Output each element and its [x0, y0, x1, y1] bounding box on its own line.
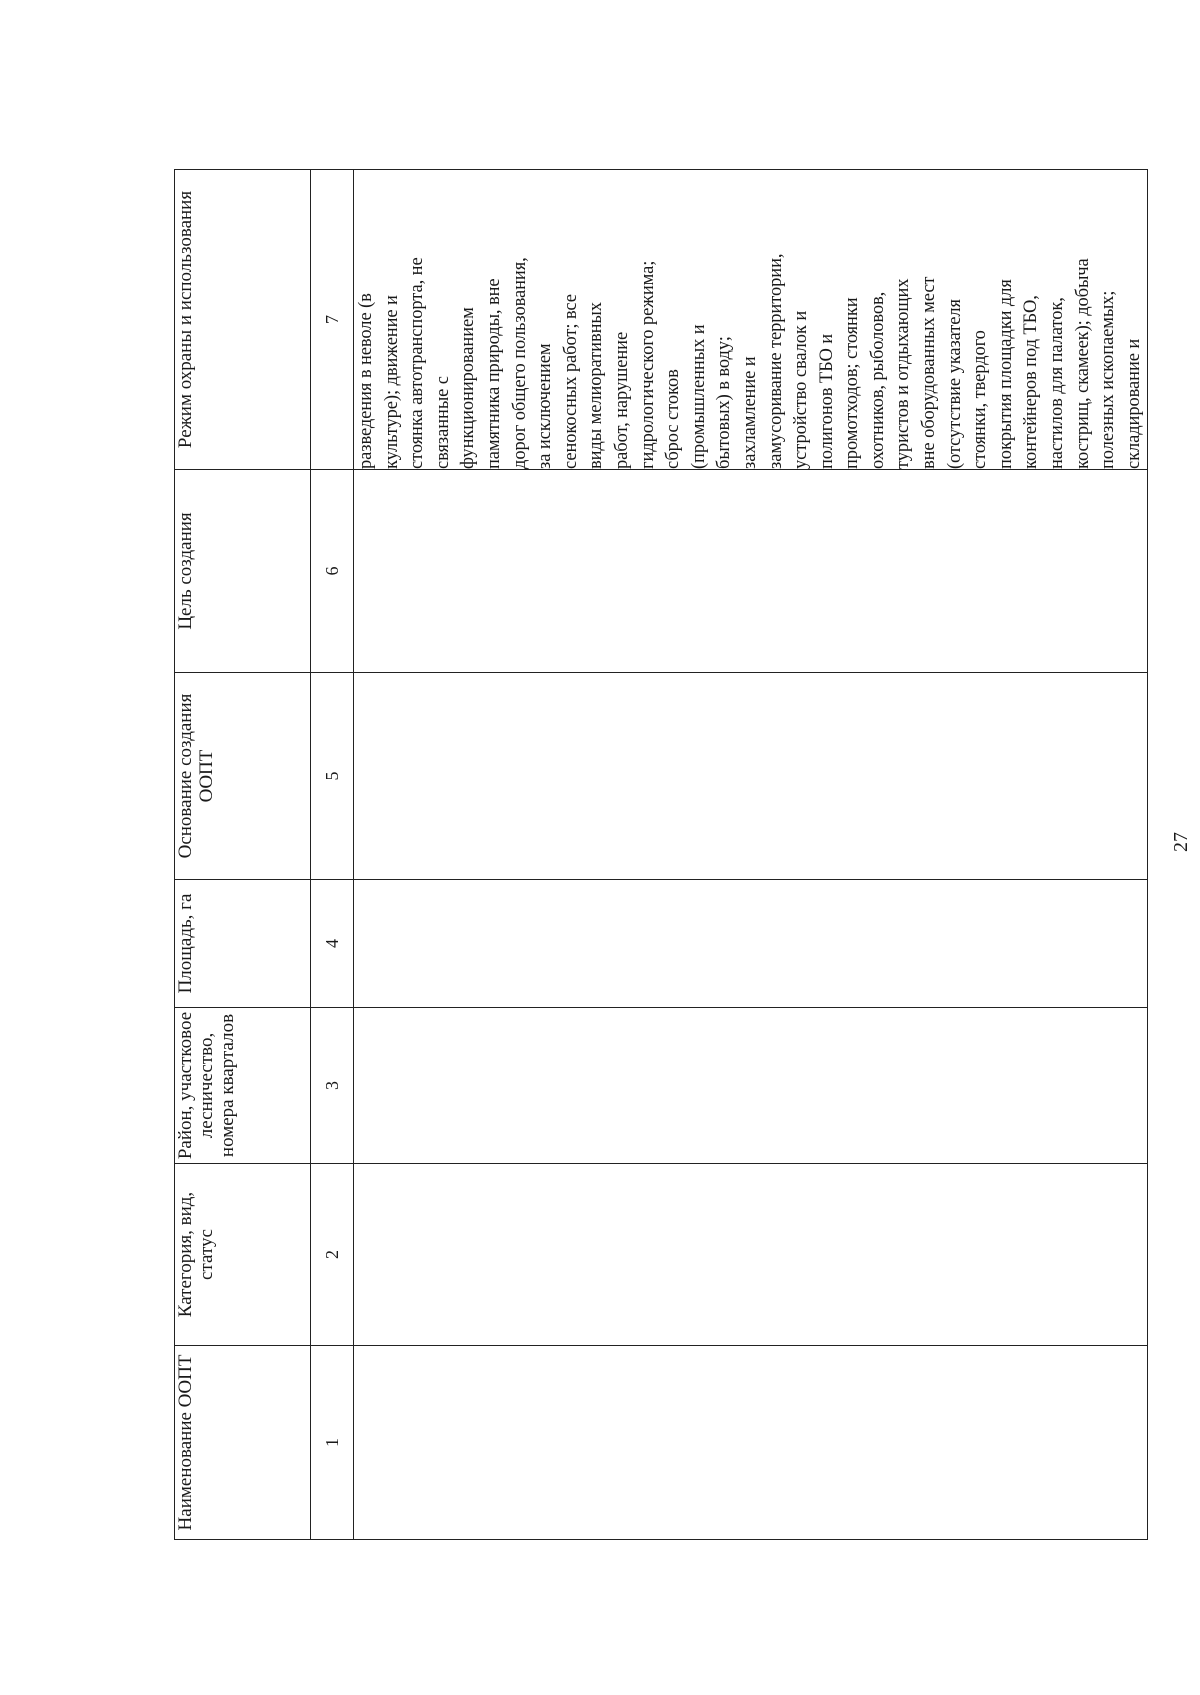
- regime-line: покрытия площадки для: [995, 279, 1016, 469]
- header-district: Район, участковое лесничество, номера кварталов: [175, 1008, 311, 1164]
- cell-purpose: [354, 470, 1148, 673]
- regime-line: связанные с: [432, 376, 453, 469]
- regime-line: сброс стоков: [663, 369, 684, 469]
- regime-line: дорог общего пользования,: [509, 257, 530, 469]
- header-area: Площадь, га: [175, 880, 311, 1008]
- col-number-5: 5: [311, 673, 354, 880]
- regime-line: (отсутствие указателя: [944, 299, 965, 469]
- header-category: Категория, вид, статус: [175, 1164, 311, 1346]
- cell-basis: [354, 673, 1148, 880]
- cell-name: [354, 1346, 1148, 1540]
- regime-line: гидрологического режима;: [637, 260, 658, 469]
- regime-line: туристов и отдыхающих: [893, 278, 914, 469]
- regime-line: захламление и: [739, 356, 760, 469]
- header-purpose: Цель создания: [175, 470, 311, 673]
- col-number-2: 2: [311, 1164, 354, 1346]
- cell-category: [354, 1164, 1148, 1346]
- regime-line: складирование и: [1123, 338, 1144, 469]
- column-number-row: [311, 170, 354, 1540]
- rotated-table-container: [174, 170, 1144, 1540]
- regime-line: охотников, рыболовов,: [867, 291, 888, 469]
- regime-line: стоянки, твердого: [970, 330, 991, 469]
- regime-line: замусоривание территории,: [765, 253, 786, 469]
- col-number-1: 1: [311, 1346, 354, 1540]
- header-row: [175, 170, 311, 1540]
- header-regime: Режим охраны и использования: [175, 170, 311, 470]
- header-name: Наименование ООПТ: [175, 1346, 311, 1540]
- regime-line: памятника природы, вне: [483, 278, 504, 469]
- regime-text: [354, 170, 1147, 469]
- regime-line: за исключением: [535, 343, 556, 469]
- regime-line: (промышленных и: [688, 324, 709, 469]
- col-number-4: 4: [311, 880, 354, 1008]
- table-row: [354, 170, 1148, 1540]
- header-basis: Основание создания ООПТ: [175, 673, 311, 880]
- regime-line: полезных ископаемых;: [1098, 290, 1119, 469]
- regime-line: культуре); движение и: [381, 295, 402, 469]
- col-number-3: 3: [311, 1008, 354, 1164]
- regime-line: промотходов; стоянки: [842, 297, 863, 469]
- cell-regime: [354, 170, 1148, 470]
- regime-line: контейнеров под ТБО,: [1021, 295, 1042, 469]
- oopt-table: [174, 169, 1148, 1540]
- regime-line: функционированием: [458, 307, 479, 469]
- regime-line: работ, нарушение: [611, 331, 632, 469]
- col-number-6: 6: [311, 470, 354, 673]
- regime-line: полигонов ТБО и: [816, 333, 837, 469]
- regime-line: бытовых) в воду;: [714, 336, 735, 469]
- regime-line: разведения в неволе (в: [356, 293, 376, 469]
- page-number: 27: [1170, 832, 1192, 852]
- regime-line: стоянка автотранспорта, не: [407, 257, 428, 469]
- col-number-7: 7: [311, 170, 354, 470]
- regime-line: вне оборудованных мест: [919, 276, 940, 469]
- regime-line: устройство свалок и: [791, 310, 812, 469]
- regime-line: настилов для палаток,: [1047, 297, 1068, 469]
- cell-district: [354, 1008, 1148, 1164]
- regime-line: кострищ, скамеек); добыча: [1072, 258, 1093, 469]
- regime-line: сенокосных работ; все: [560, 294, 581, 469]
- regime-line: виды мелиоративных: [586, 302, 607, 469]
- cell-area: [354, 880, 1148, 1008]
